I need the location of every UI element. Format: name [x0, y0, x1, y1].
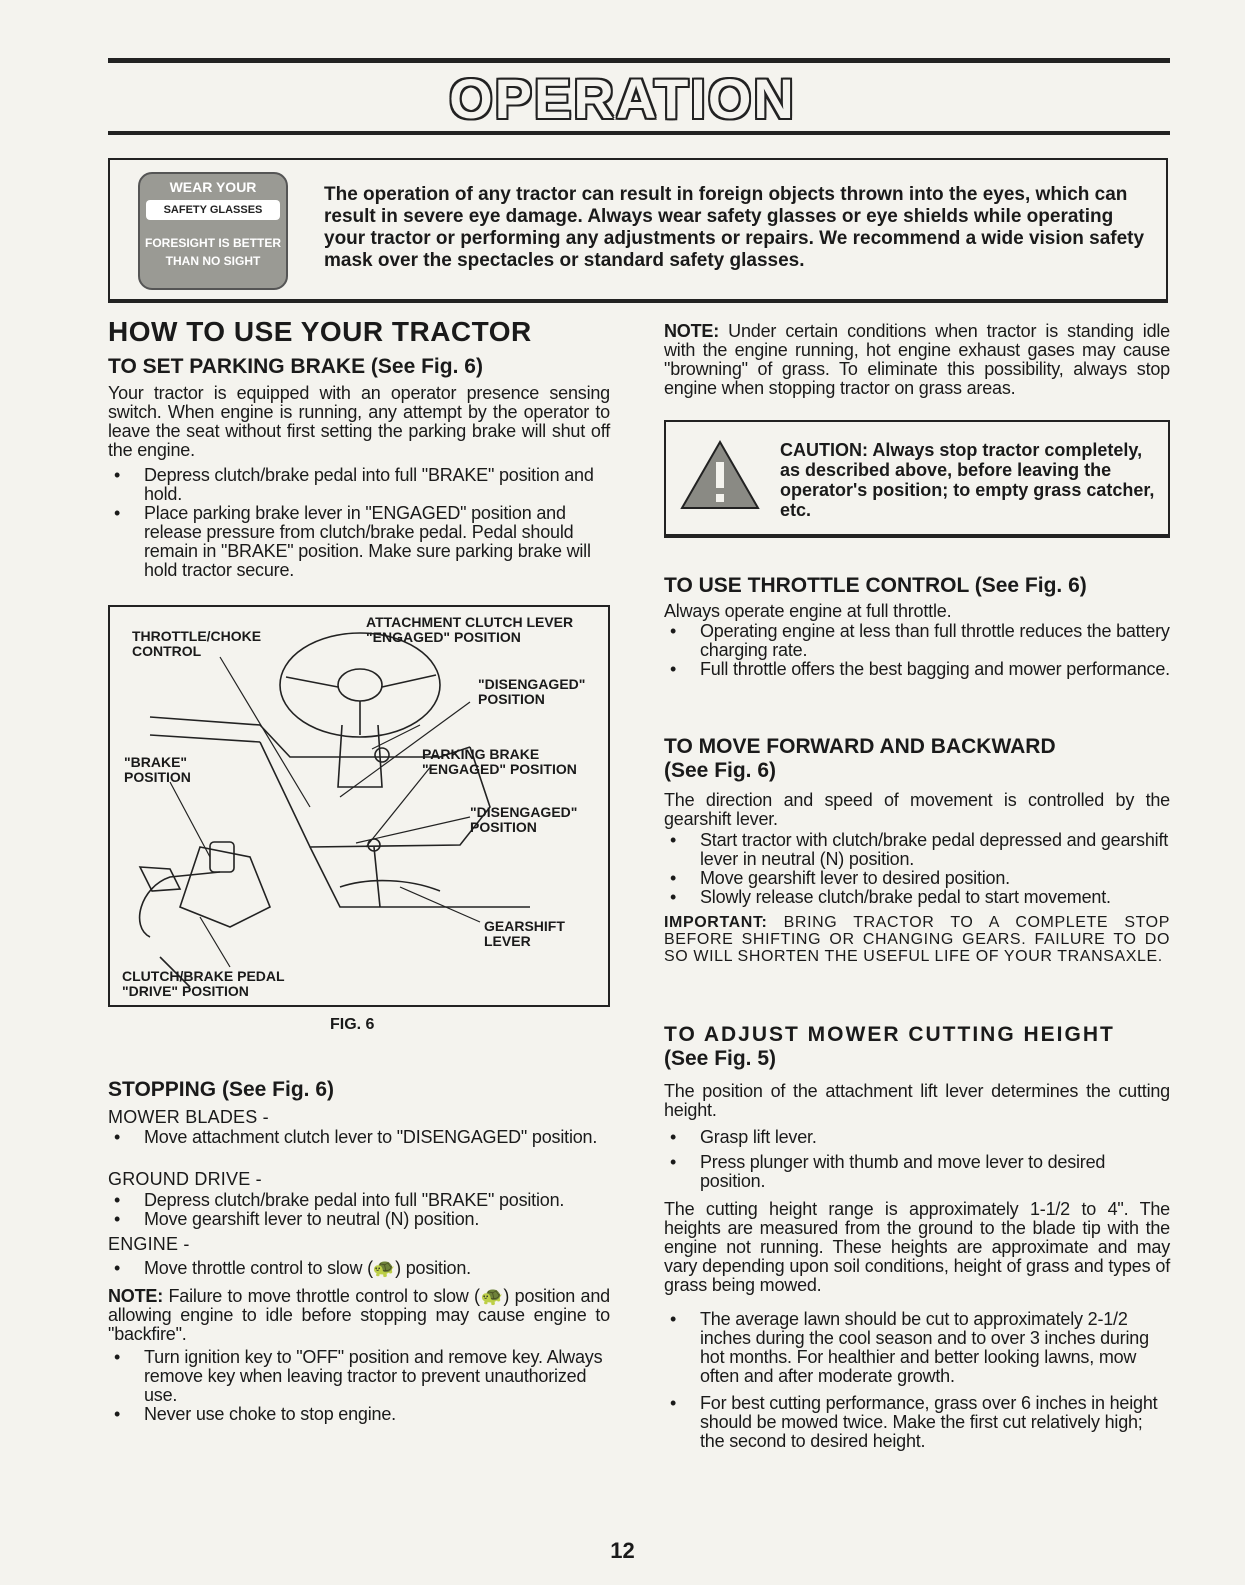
figure-6: [108, 605, 610, 1007]
note-label: NOTE:: [108, 1286, 163, 1306]
list-item: • Move attachment clutch lever to "DISENGAGED" position.: [108, 1128, 610, 1147]
mower-blades-steps: [108, 1128, 610, 1147]
list-item: • For best cutting performance, grass over 6 inches in height should be mowed twice. Make the first cut relatively high; the second to desired height.: [664, 1394, 1170, 1451]
list-item: • Depress clutch/brake pedal into full "BRAKE" position.: [108, 1191, 610, 1210]
warning-triangle-icon: [678, 438, 762, 512]
important-label: IMPORTANT:: [664, 914, 768, 931]
move-heading-line-2: (See Fig. 6): [664, 759, 777, 782]
title-underline: [108, 131, 1170, 135]
parking-brake-heading: TO SET PARKING BRAKE (See Fig. 6): [108, 355, 483, 378]
safety-glasses-badge: [138, 172, 288, 290]
figure-caption: FIG. 6: [330, 1016, 375, 1033]
important-notice: [664, 914, 1170, 965]
note-text: Failure to move throttle control to slow (🐢) position and allowing engine to idle before stopping may cause engine to "backfire".: [108, 1286, 610, 1344]
cutting-height-range: The cutting height range is approximately 1-1/2 to 4". The heights are measured from the ground to the blade tip with the engine not running. These heights are approximate and may vary depending upon soil conditions, height of grass and types of grass being mowed.: [664, 1199, 1170, 1295]
ground-drive-label: GROUND DRIVE -: [108, 1169, 262, 1189]
label-throttle-choke: THROTTLE/CHOKE CONTROL: [132, 628, 262, 659]
note-text: Under certain conditions when tractor is standing idle with the engine running, hot engine exhaust gases may cause "browning" of grass. To eliminate this possibility, always stop engine when stopping tractor on grass areas.: [664, 321, 1170, 398]
move-heading: [664, 735, 1056, 783]
label-parking-brake: PARKING BRAKE "ENGAGED" POSITION: [422, 746, 577, 777]
stopping-heading: STOPPING (See Fig. 6): [108, 1078, 334, 1101]
ground-drive-steps: [108, 1191, 610, 1229]
list-item: • Move throttle control to slow (🐢) position.: [108, 1259, 610, 1278]
cutting-height-heading-line-1: TO ADJUST MOWER CUTTING HEIGHT: [664, 1023, 1115, 1046]
list-item: • Depress clutch/brake pedal into full "BRAKE" position and hold.: [108, 466, 610, 504]
cutting-height-heading: [664, 1023, 1170, 1071]
list-item: • Turn ignition key to "OFF" position and remove key. Always remove key when leaving tractor to prevent unauthorized use.: [108, 1348, 610, 1405]
label-brake-position: "BRAKE" POSITION: [124, 754, 191, 785]
mower-blades-label: MOWER BLADES -: [108, 1107, 269, 1127]
list-item: • Start tractor with clutch/brake pedal depressed and gearshift lever in neutral (N) position.: [664, 831, 1170, 869]
list-item: • Place parking brake lever in "ENGAGED" position and release pressure from clutch/brake pedal. Pedal should remain in "BRAKE" position. Make sure parking brake will hold tractor secure.: [108, 504, 610, 580]
lawn-tips: [664, 1310, 1170, 1451]
browning-note: [664, 322, 1170, 398]
throttle-heading: TO USE THROTTLE CONTROL (See Fig. 6): [664, 574, 1087, 597]
page-number: 12: [610, 1538, 635, 1563]
safety-warning-box: [108, 158, 1168, 303]
section-title: HOW TO USE YOUR TRACTOR: [108, 316, 532, 347]
label-disengaged-attachment: "DISENGAGED" POSITION: [478, 676, 586, 707]
list-item: • The average lawn should be cut to approximately 2-1/2 inches during the cool season and to over 3 inches during hot months. For healthier and better looking lawns, mow often and after moderate growth.: [664, 1310, 1170, 1386]
badge-line-4: THAN NO SIGHT: [165, 254, 261, 268]
top-rule: [108, 58, 1170, 63]
throttle-tips: [664, 622, 1170, 679]
safety-warning-text: The operation of any tractor can result in foreign objects thrown into the eyes, which can result in severe eye damage. Always wear safety glasses or eye shields while operating your tractor or performing any adjustments or repairs. We recommend a wide vision safety mask over the spectacles or standard safety glasses.: [324, 184, 1145, 271]
engine-steps: [108, 1259, 610, 1278]
throttle-intro: Always operate engine at full throttle.: [664, 601, 952, 621]
badge-line-1: WEAR YOUR: [169, 179, 257, 195]
move-steps: [664, 831, 1170, 907]
caution-text: CAUTION: Always stop tractor completely, as described above, before leaving the operator's position; to empty grass catcher, etc.: [780, 440, 1155, 520]
list-item: • Grasp lift lever.: [664, 1128, 1170, 1147]
page-title: OPERATION: [449, 67, 796, 130]
badge-line-2: SAFETY GLASSES: [146, 200, 280, 220]
label-attachment-clutch: ATTACHMENT CLUTCH LEVER "ENGAGED" POSITION: [366, 614, 574, 645]
list-item: • Move gearshift lever to neutral (N) position.: [108, 1210, 610, 1229]
list-item: • Full throttle offers the best bagging and mower performance.: [664, 660, 1170, 679]
list-item: • Operating engine at less than full throttle reduces the battery charging rate.: [664, 622, 1170, 660]
move-heading-line-1: TO MOVE FORWARD AND BACKWARD: [664, 735, 1056, 758]
label-gearshift-lever: GEARSHIFT LEVER: [484, 918, 565, 949]
parking-brake-steps: [108, 466, 610, 580]
list-item: • Slowly release clutch/brake pedal to start movement.: [664, 888, 1170, 907]
list-item: • Never use choke to stop engine.: [108, 1405, 610, 1424]
parking-brake-intro: Your tractor is equipped with an operator presence sensing switch. When engine is running, any attempt by the operator to leave the seat without first setting the parking brake will shut off the engine.: [108, 383, 610, 460]
important-text: BRING TRACTOR TO A COMPLETE STOP BEFORE SHIFTING OR CHANGING GEARS. FAILURE TO DO SO WILL SHORTEN THE USEFUL LIFE OF YOUR TRANSAXLE.: [664, 914, 1171, 965]
list-item: • Press plunger with thumb and move lever to desired position.: [664, 1153, 1170, 1191]
note-label: NOTE:: [664, 321, 719, 341]
cutting-height-heading-line-2: (See Fig. 5): [664, 1047, 777, 1070]
engine-label: ENGINE -: [108, 1234, 190, 1254]
caution-box: [664, 420, 1170, 538]
move-intro: The direction and speed of movement is controlled by the gearshift lever.: [664, 790, 1170, 829]
final-stopping-steps: [108, 1348, 610, 1424]
label-clutch-brake-pedal: CLUTCH/BRAKE PEDAL "DRIVE" POSITION: [122, 968, 285, 999]
cutting-height-intro: The position of the attachment lift lever determines the cutting height.: [664, 1081, 1170, 1120]
cutting-height-steps: [664, 1128, 1170, 1191]
list-item: • Move gearshift lever to desired position.: [664, 869, 1170, 888]
badge-line-3: FORESIGHT IS BETTER: [144, 236, 281, 250]
stopping-note: [108, 1287, 610, 1344]
label-disengaged-parking: "DISENGAGED" POSITION: [470, 804, 578, 835]
